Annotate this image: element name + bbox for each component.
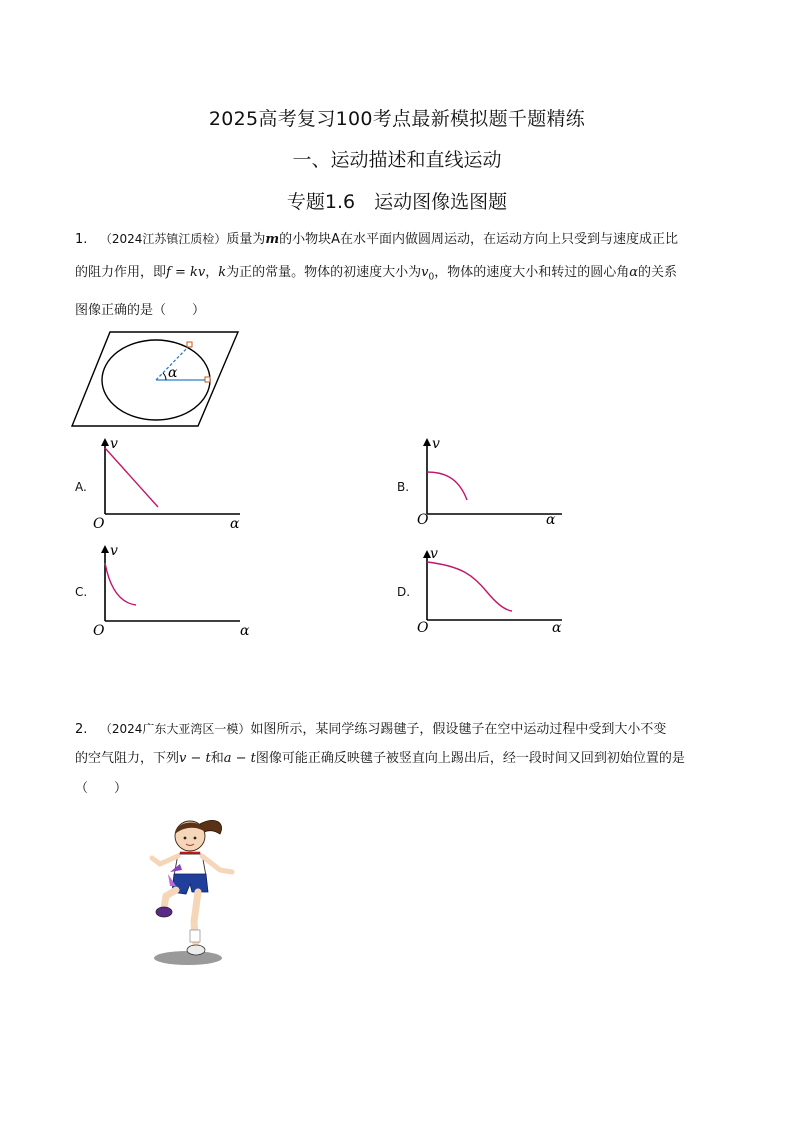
option-d-label: D.: [397, 585, 411, 599]
chapter-title: 一、运动描述和直线运动: [292, 149, 502, 171]
q1-k-symbol: k: [218, 265, 227, 280]
option-a-y-label: v: [110, 436, 118, 452]
option-b-graph: [412, 436, 582, 531]
q1-circle-figure: [70, 330, 250, 430]
option-c-origin: O: [93, 623, 105, 639]
topic-title: 专题1.6 运动图像选图题: [286, 191, 508, 213]
q2-line2: [75, 750, 725, 768]
q1-formula: f = kv: [166, 265, 206, 280]
option-d-x-label: α: [552, 620, 562, 636]
q2-line1: [75, 720, 725, 739]
option-c-y-label: v: [110, 543, 118, 559]
q2-text: 和: [210, 751, 224, 766]
option-c-x-label: α: [240, 623, 250, 639]
option-c-label: C.: [75, 585, 88, 599]
q1-text: 的关系: [638, 265, 678, 280]
girl-kicking-shuttlecock-image: [140, 812, 240, 967]
q2-number: 2.: [75, 722, 88, 737]
q1-text: ，物体的速度大小和转过的圆心角: [434, 265, 630, 280]
q2-line3: （ ）: [75, 781, 128, 796]
option-d-graph: [412, 548, 582, 638]
option-d-y-label: v: [430, 546, 438, 562]
option-a-x-label: α: [230, 516, 240, 532]
option-b-origin: O: [417, 512, 429, 528]
q1-v0-symbol: $v_0$: [421, 265, 435, 283]
option-a-label: A.: [75, 480, 87, 494]
option-b-label: B.: [397, 480, 410, 494]
q1-alpha-symbol: α: [629, 265, 639, 280]
q2-text: 的空气阻力，下列: [75, 751, 180, 766]
q2-at-symbol: a − t: [223, 751, 256, 766]
q2-text: 图像可能正确反映毽子被竖直向上踢出后，经一段时间又回到初始位置的是: [255, 751, 685, 766]
q2-vt-symbol: v − t: [179, 751, 211, 766]
q1-source: （2024江苏镇江质检）: [99, 232, 227, 246]
q1-text: 质量为: [226, 232, 266, 247]
option-b-x-label: α: [546, 512, 556, 528]
option-b-y-label: v: [432, 436, 440, 452]
option-a-graph: [90, 436, 260, 531]
option-a-origin: O: [93, 516, 105, 532]
option-c-graph: [90, 543, 260, 638]
figure-alpha-label: α: [168, 365, 178, 381]
option-d-origin: O: [417, 620, 429, 636]
q2-text: 如图所示，某同学练习踢毽子，假设毽子在空中运动过程中受到大小不变: [250, 722, 667, 737]
q1-line1: [75, 230, 725, 249]
q1-mass-symbol: m: [265, 232, 280, 247]
document-title: 2025高考复习100考点最新模拟题千题精练: [208, 108, 586, 130]
q1-text: 的小物块A在水平面内做圆周运动，在运动方向上只受到与速度成正比: [279, 232, 679, 247]
q1-line3: 图像正确的是（ ）: [75, 303, 206, 318]
q2-source: （2024广东大亚湾区一模）: [99, 722, 251, 736]
q1-number: 1.: [75, 232, 88, 247]
q1-line2: [75, 264, 725, 287]
q1-text: ，: [205, 265, 219, 280]
q1-text: 为正的常量。物体的初速度大小为: [226, 265, 422, 280]
q1-text: 的阻力作用，即: [75, 265, 167, 280]
